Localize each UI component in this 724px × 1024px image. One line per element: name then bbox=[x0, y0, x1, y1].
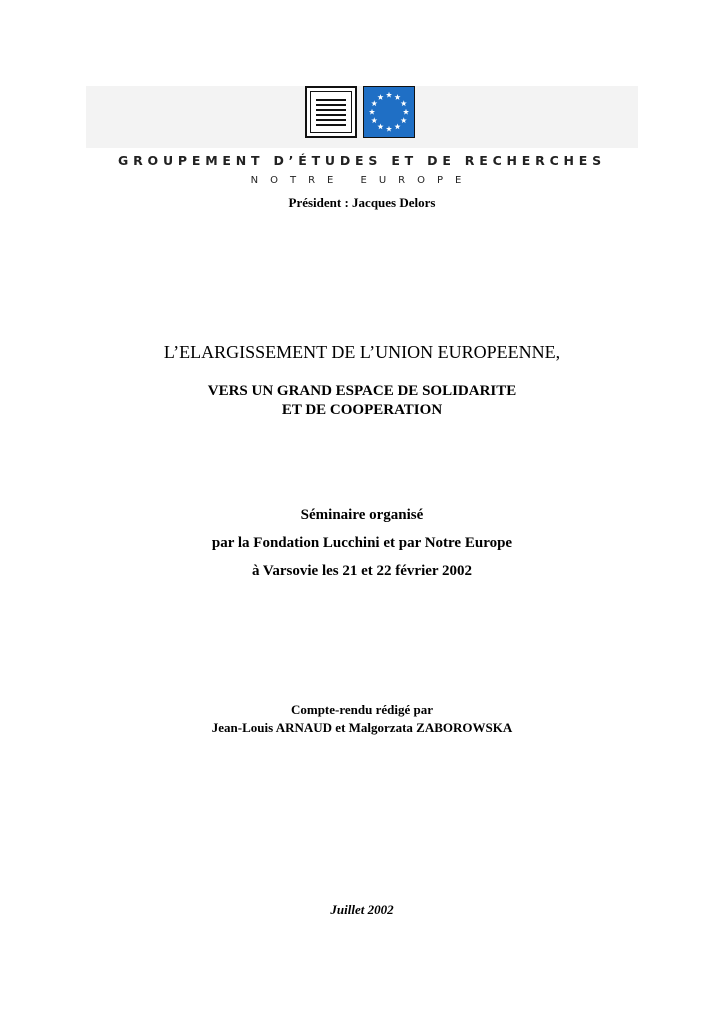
header-band bbox=[86, 86, 638, 148]
document-title: L’ELARGISSEMENT DE L’UNION EUROPEENNE, bbox=[163, 342, 561, 362]
notre-europe-lines-logo bbox=[305, 86, 357, 138]
organization-subname: NOTRE EUROPE bbox=[250, 175, 474, 186]
subtitle-line-1: VERS UN GRAND ESPACE DE SOLIDARITE bbox=[207, 383, 517, 399]
president-line: Président : Jacques Delors bbox=[288, 195, 436, 210]
seminar-line-1: Séminaire organisé bbox=[300, 507, 424, 523]
subtitle-line-2: ET DE COOPERATION bbox=[281, 402, 443, 418]
eu-flag-logo bbox=[363, 86, 415, 138]
organization-name: GROUPEMENT D’ÉTUDES ET DE RECHERCHES bbox=[118, 153, 606, 168]
report-line-1: Compte-rendu rédigé par bbox=[290, 702, 434, 717]
publication-date: Juillet 2002 bbox=[330, 902, 394, 917]
seminar-line-3: à Varsovie les 21 et 22 février 2002 bbox=[251, 563, 473, 579]
seminar-line-2: par la Fondation Lucchini et par Notre Europe bbox=[211, 535, 513, 551]
report-authors: Jean-Louis ARNAUD et Malgorzata ZABOROWSKA bbox=[211, 720, 513, 735]
